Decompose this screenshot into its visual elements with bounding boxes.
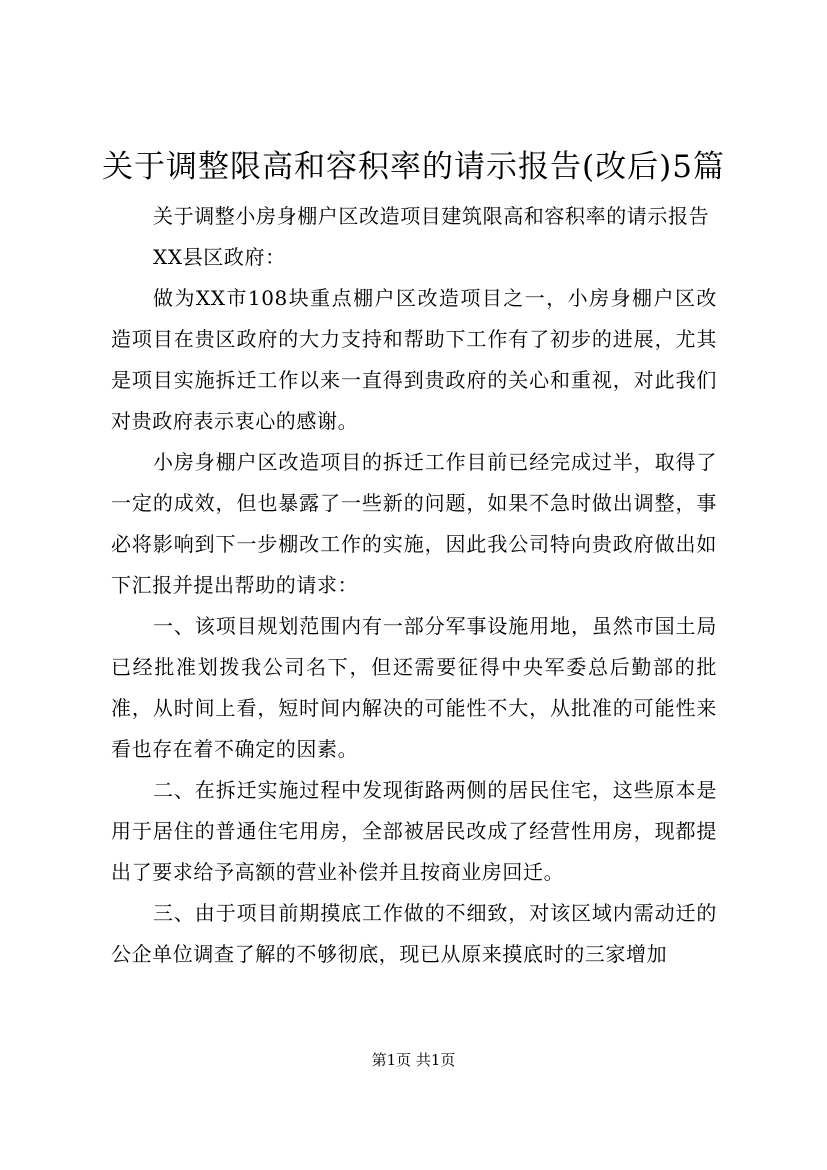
page-number-footer: 第1页 共1页 xyxy=(371,1051,456,1069)
paragraph-item-3: 三、由于项目前期摸底工作做的不细致，对该区域内需动迁的公企单位调查了解的不够彻底，现已从原来摸底时的三家增加 xyxy=(111,901,717,966)
paragraph-progress: 小房身棚户区改造项目的拆迁工作目前已经完成过半，取得了一定的成效，但也暴露了一些新的问题，如果不急时做出调整，事必将影响到下一步棚改工作的实施，因此我公司特向贵政府做出如下汇报并提出帮助的请求： xyxy=(111,450,717,597)
paragraph-item-2: 二、在拆迁实施过程中发现街路两侧的居民住宅，这些原本是用于居住的普通住宅用房，全部被居民改成了经营性用房，现都提出了要求给予高额的营业补偿并且按商业房回迁。 xyxy=(111,778,717,884)
paragraph-subject: 关于调整小房身棚户区改造项目建筑限高和容积率的请示报告 xyxy=(153,204,710,228)
paragraph-intro: 做为XX市108块重点棚户区改造项目之一，小房身棚户区改造项目在贵区政府的大力支持和帮助下工作有了初步的进展，尤其是项目实施拆迁工作以来一直得到贵政府的关心和重视，对此我们对贵政府表示衷心的感谢。 xyxy=(111,286,717,433)
paragraph-salutation: XX县区政府： xyxy=(153,245,286,269)
document-title: 关于调整限高和容积率的请示报告(改后)5篇 xyxy=(102,149,725,185)
paragraph-item-1: 一、该项目规划范围内有一部分军事设施用地，虽然市国土局已经批准划拨我公司名下，但还需要征得中央军委总后勤部的批准，从时间上看，短时间内解决的可能性不大，从批准的可能性来看也存在着不确定的因素。 xyxy=(111,614,717,761)
document-body xyxy=(111,196,717,975)
